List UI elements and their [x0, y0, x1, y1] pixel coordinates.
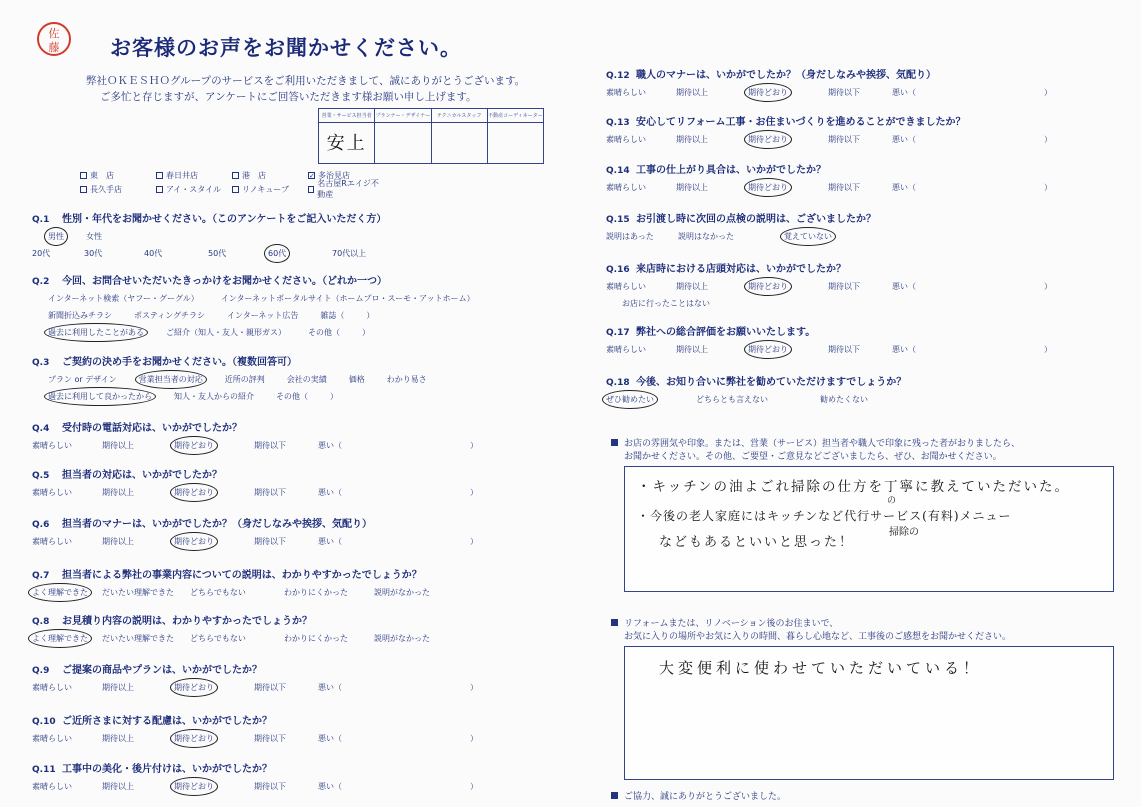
answer-option[interactable]: 期待以上: [102, 488, 134, 497]
answer-option[interactable]: 期待以上: [102, 683, 134, 692]
seal-stamp: 佐 藤: [37, 22, 71, 56]
intro-text: 弊社ＯＫＥＳＨＯグループのサービスをご利用いただきまして、誠にありがとうございます。 ご多忙と存じますが、アンケートにご回答いただきます様お願い申し上げます。: [86, 75, 526, 103]
answer-option[interactable]: 期待以下: [254, 537, 286, 546]
answer-option[interactable]: 20代: [32, 249, 51, 258]
answer-options-row: [32, 440, 552, 451]
answer-option[interactable]: 説明はなかった: [678, 232, 734, 241]
question-number: Q.12: [606, 71, 630, 81]
answer-option[interactable]: 悪い（: [318, 537, 342, 546]
question-block: [606, 210, 1126, 242]
answer-option[interactable]: 悪い（: [318, 734, 342, 743]
answer-options-row: [606, 344, 1126, 355]
answer-option[interactable]: 期待以下: [828, 345, 860, 354]
answer-option[interactable]: お店に行ったことはない: [622, 299, 710, 308]
answer-option[interactable]: 勧めたくない: [820, 395, 868, 404]
answer-option[interactable]: 期待どおり: [174, 683, 214, 692]
bullet-square-icon: [611, 792, 618, 799]
shop-option[interactable]: 春日井店: [156, 170, 232, 181]
question-number: Q.18: [606, 378, 630, 388]
bullet-square-icon: [611, 619, 618, 626]
answer-options-row: [32, 633, 552, 644]
answer-option[interactable]: 素晴らしい: [606, 183, 646, 192]
staff-header: 営業・サービス担当者: [319, 109, 375, 123]
answer-option[interactable]: わかりにくかった: [284, 634, 348, 643]
question-block: [32, 515, 552, 547]
answer-option[interactable]: 素晴らしい: [32, 488, 72, 497]
question-text: 担当者による弊社の事業内容についての説明は、わかりやすかったでしょうか？: [62, 566, 440, 581]
answer-option[interactable]: 過去に利用したことがある: [48, 328, 144, 337]
answer-option[interactable]: 女性: [86, 232, 102, 241]
handwritten-insert: 掃除の: [889, 527, 919, 538]
answer-option[interactable]: どちらとも言えない: [696, 395, 768, 404]
question-number: Q.10: [32, 717, 56, 727]
answer-option[interactable]: ）: [1044, 183, 1052, 192]
answer-option[interactable]: 素晴らしい: [32, 683, 72, 692]
answer-option[interactable]: 期待以下: [254, 488, 286, 497]
answer-option[interactable]: 期待以上: [102, 734, 134, 743]
answer-option[interactable]: 期待以上: [102, 782, 134, 791]
question-block: [606, 113, 1126, 145]
answer-option[interactable]: 期待どおり: [174, 734, 214, 743]
answer-option[interactable]: 期待以下: [254, 441, 286, 450]
question-number: Q.11: [32, 765, 56, 775]
answer-option[interactable]: ）: [470, 734, 478, 743]
answer-option[interactable]: 新聞折込みチラシ: [48, 311, 112, 320]
answer-option[interactable]: 期待以下: [828, 282, 860, 291]
answer-option[interactable]: わかりにくかった: [284, 588, 348, 597]
answer-option[interactable]: 悪い（: [318, 441, 342, 450]
answer-option[interactable]: ）: [366, 311, 375, 320]
question-block: [606, 323, 1126, 355]
question-text: 性別・年代をお聞かせください。（このアンケートをご記入いただく方）: [62, 210, 404, 225]
answer-option[interactable]: インターネット広告: [227, 311, 299, 320]
answer-option[interactable]: 期待以上: [676, 88, 708, 97]
answer-option[interactable]: 素晴らしい: [606, 135, 646, 144]
answer-option[interactable]: ご紹介（知人・友人・親形ガス）: [166, 328, 286, 337]
question-number: Q.3: [32, 358, 50, 368]
question-number: Q.13: [606, 118, 630, 128]
thanks-message: ご協力、誠にありがとうございました。: [611, 789, 786, 802]
checkbox-checked-icon[interactable]: ✓: [309, 171, 315, 180]
answer-option[interactable]: 40代: [144, 249, 163, 258]
comment-prompt-2: リフォームまたは、リノベーション後のお住まいで、 お気に入りの場所やお気に入りの時間、暮らし心地など、工事後のご感想をお聞かせください。: [611, 618, 1011, 644]
checkbox-icon[interactable]: [156, 186, 163, 193]
answer-options-row: [606, 182, 1126, 193]
question-block: [32, 210, 552, 259]
answer-option[interactable]: 期待どおり: [174, 537, 214, 546]
answer-options-row: [32, 293, 552, 304]
staff-cell-sales[interactable]: [319, 123, 375, 164]
handwritten-insert: の: [887, 496, 897, 506]
answer-option[interactable]: よく理解できた: [32, 634, 88, 643]
answer-option[interactable]: ）: [362, 328, 370, 337]
answer-options-row: [606, 134, 1126, 145]
question-block: [32, 419, 552, 451]
question-number: Q.6: [32, 520, 50, 530]
question-text: 今回、お問合せいただいたきっかけをお聞かせください。（どれか一つ）: [62, 272, 405, 287]
page-title: お客様のお声をお聞かせください。: [110, 36, 462, 60]
checkbox-icon[interactable]: [232, 172, 239, 179]
question-text: 今後、お知り合いに弊社を勧めていただけますでしょうか？: [636, 373, 924, 388]
answer-option[interactable]: 期待以上: [102, 537, 134, 546]
question-number: Q.5: [32, 471, 50, 481]
answer-option[interactable]: ）: [1044, 282, 1052, 291]
shop-option[interactable]: 東 店: [80, 170, 156, 181]
answer-option[interactable]: 期待どおり: [174, 441, 214, 450]
answer-option[interactable]: よく理解できた: [32, 588, 88, 597]
answer-option[interactable]: どちらでもない: [190, 634, 246, 643]
answer-option[interactable]: 期待以上: [676, 345, 708, 354]
answer-option[interactable]: 会社の実績: [286, 375, 327, 384]
checkbox-icon[interactable]: [80, 186, 87, 193]
question-block: [32, 612, 552, 644]
shop-option[interactable]: 港 店: [232, 170, 308, 181]
answer-option[interactable]: 素晴らしい: [606, 88, 646, 97]
staff-header: テクニカルスタッフ: [431, 109, 487, 123]
answer-option[interactable]: 期待どおり: [748, 135, 788, 144]
answer-option[interactable]: 悪い（: [892, 282, 916, 291]
answer-options-row: [32, 733, 552, 744]
question-text: 担当者の対応は、いかがでしたか？: [62, 466, 240, 481]
answer-options-row: [606, 87, 1126, 98]
answer-option[interactable]: 60代: [268, 249, 287, 258]
answer-options-row: [32, 327, 552, 338]
answer-option[interactable]: ）: [1044, 345, 1052, 354]
staff-header: 不動産コーディネーター: [487, 109, 543, 123]
question-text: 工事の仕上がり具合は、いかがでしたか？: [636, 161, 844, 176]
question-text: ご提案の商品やプランは、いかがでしたか？: [62, 661, 280, 676]
question-text: 担当者のマナーは、いかがでしたか？（身だしなみや挨拶、気配り）: [62, 515, 390, 530]
answer-option[interactable]: インターネットポータルサイト（ホームプロ・スーモ・アットホーム）: [220, 294, 475, 303]
answer-options-row: [32, 231, 552, 242]
answer-option[interactable]: 説明がなかった: [374, 588, 430, 597]
answer-option[interactable]: 説明がなかった: [374, 634, 430, 643]
question-number: Q.2: [32, 277, 50, 287]
question-number: Q.14: [606, 166, 630, 176]
answer-option[interactable]: 期待以下: [254, 782, 286, 791]
handwritten-comment-line: ・キッチンの油よごれ掃除の仕方を丁寧に教えていただいた。: [637, 479, 1071, 495]
answer-options-row: [32, 487, 552, 498]
answer-option[interactable]: 素晴らしい: [32, 734, 72, 743]
answer-option[interactable]: その他（: [276, 392, 308, 401]
answer-options-row: [32, 391, 552, 402]
answer-option[interactable]: 営業担当者の対応: [138, 375, 203, 384]
answer-option[interactable]: 覚えていない: [784, 232, 832, 241]
answer-option[interactable]: 素晴らしい: [606, 345, 646, 354]
answer-option[interactable]: 男性: [48, 232, 64, 241]
answer-option[interactable]: 期待どおり: [174, 782, 214, 791]
answer-option[interactable]: だいたい理解できた: [102, 588, 174, 597]
answer-option[interactable]: 期待どおり: [748, 183, 788, 192]
answer-options-row: [606, 231, 1126, 242]
answer-option[interactable]: 素晴らしい: [32, 537, 72, 546]
question-block: [606, 260, 1126, 309]
answer-option[interactable]: 期待以下: [828, 88, 860, 97]
handwritten-comment-line: ・今後の老人家庭にはキッチンなど代行サービス(有料)メニュー: [637, 509, 1012, 523]
answer-option[interactable]: インターネット検索（ヤフー・グーグル）: [48, 294, 199, 303]
shop-checkboxes: [80, 168, 384, 199]
answer-options-row: [32, 310, 552, 321]
answer-options-row: [32, 248, 552, 259]
answer-option[interactable]: 雑誌（: [320, 311, 345, 320]
question-block: [32, 760, 552, 792]
answer-option[interactable]: ）: [1044, 88, 1052, 97]
answer-options-row: [32, 587, 552, 598]
answer-option[interactable]: 悪い（: [892, 183, 916, 192]
answer-option[interactable]: 近所の評判: [224, 375, 265, 384]
question-block: [32, 566, 552, 598]
checkbox-icon[interactable]: [232, 186, 239, 193]
shop-option[interactable]: リノキューブ: [232, 184, 308, 195]
answer-option[interactable]: 悪い（: [318, 683, 342, 692]
answer-option[interactable]: 悪い（: [892, 345, 916, 354]
answer-option[interactable]: 悪い（: [892, 88, 916, 97]
question-number: Q.4: [32, 424, 50, 434]
question-block: [32, 272, 552, 338]
question-text: 来店時における店頭対応は、いかがでしたか？: [636, 260, 864, 275]
answer-option[interactable]: わかり易さ: [386, 375, 427, 384]
question-block: [32, 712, 552, 744]
shop-option[interactable]: アイ・スタイル: [156, 184, 232, 195]
answer-option[interactable]: ）: [330, 392, 338, 401]
checkbox-icon[interactable]: [308, 186, 314, 193]
checkbox-icon[interactable]: [156, 172, 163, 179]
staff-table: [318, 108, 544, 164]
question-text: ご契約の決め手をお聞かせください。（複数回答可）: [62, 353, 315, 368]
answer-option[interactable]: ）: [470, 683, 478, 692]
answer-option[interactable]: 期待以上: [102, 441, 134, 450]
question-block: [606, 66, 1126, 98]
question-text: 受付時の電話対応は、いかがでしたか？: [62, 419, 260, 434]
answer-option[interactable]: 期待以下: [828, 135, 860, 144]
answer-option[interactable]: 期待どおり: [174, 488, 214, 497]
answer-option[interactable]: ぜひ勧めたい: [606, 395, 654, 404]
question-number: Q.17: [606, 328, 630, 338]
question-block: [32, 466, 552, 498]
staff-cell-planner[interactable]: [375, 123, 431, 164]
answer-options-row: [32, 374, 552, 385]
answer-option[interactable]: 素晴らしい: [606, 282, 646, 291]
sales-staff-name: 安上: [326, 133, 367, 154]
answer-option[interactable]: ）: [470, 488, 478, 497]
comment-box-1[interactable]: [624, 466, 1114, 592]
answer-option[interactable]: プラン or デザイン: [48, 375, 117, 384]
answer-option[interactable]: ）: [470, 537, 478, 546]
answer-option[interactable]: 30代: [84, 249, 103, 258]
answer-option[interactable]: ポスティングチラシ: [134, 311, 206, 320]
answer-option[interactable]: だいたい理解できた: [102, 634, 174, 643]
answer-options-row: [606, 281, 1126, 292]
question-block: [32, 353, 552, 402]
answer-options-row: [32, 682, 552, 693]
question-number: Q.15: [606, 215, 630, 225]
answer-option[interactable]: 期待どおり: [748, 282, 788, 291]
staff-cell-technical[interactable]: [431, 123, 487, 164]
question-text: 工事中の美化・後片付けは、いかがでしたか？: [62, 760, 290, 775]
answer-option[interactable]: 悪い（: [318, 782, 342, 791]
answer-option[interactable]: 素晴らしい: [32, 782, 72, 791]
answer-option[interactable]: 素晴らしい: [32, 441, 72, 450]
shop-option[interactable]: 長久手店: [80, 184, 156, 195]
question-text: 安心してリフォーム工事・お住まいづくりを進めることができましたか？: [636, 113, 984, 128]
answer-option[interactable]: 悪い（: [892, 135, 916, 144]
question-number: Q.7: [32, 571, 50, 581]
answer-option[interactable]: ）: [470, 441, 478, 450]
answer-option[interactable]: 説明はあった: [606, 232, 654, 241]
answer-option[interactable]: 70代以上: [332, 249, 367, 258]
answer-option[interactable]: ）: [470, 782, 478, 791]
answer-options-row: [606, 298, 1126, 309]
checkbox-icon[interactable]: [80, 172, 87, 179]
answer-options-row: [32, 781, 552, 792]
answer-option[interactable]: 期待以下: [828, 183, 860, 192]
answer-option[interactable]: 期待以下: [254, 683, 286, 692]
question-block: [32, 661, 552, 693]
question-number: Q.9: [32, 666, 50, 676]
answer-option[interactable]: 50代: [208, 249, 227, 258]
answer-option[interactable]: 過去に利用して良かったから: [48, 392, 152, 401]
shop-option[interactable]: ✓ 多治見店: [309, 170, 350, 180]
answer-option[interactable]: その他（: [308, 328, 340, 337]
answer-option[interactable]: 期待どおり: [748, 88, 788, 97]
question-block: [606, 161, 1126, 193]
staff-cell-realestate[interactable]: [487, 123, 543, 164]
question-text: お見積り内容の説明は、わかりやすかったでしょうか？: [62, 612, 330, 627]
question-text: 職人のマナーは、いかがでしたか？（身だしなみや挨拶、気配り）: [636, 66, 954, 81]
answer-option[interactable]: ）: [1044, 135, 1052, 144]
bullet-square-icon: [611, 439, 618, 446]
handwritten-comment-line: 大変便利に使わせていただいている！: [659, 659, 983, 677]
answer-option[interactable]: 期待以上: [676, 282, 708, 291]
answer-option[interactable]: 悪い（: [318, 488, 342, 497]
shop-option[interactable]: 名古屋Rエイジ不動産: [308, 178, 384, 200]
answer-option[interactable]: 知人・友人からの紹介: [174, 392, 254, 401]
question-text: お引渡し時に次回の点検の説明は、ございましたか？: [636, 210, 894, 225]
answer-option[interactable]: 期待以下: [254, 734, 286, 743]
comment-box-2[interactable]: [624, 646, 1114, 780]
question-text: 弊社への総合評価をお願いいたします。: [636, 323, 833, 338]
answer-option[interactable]: 期待以上: [676, 135, 708, 144]
question-text: ご近所さまに対する配慮は、いかがでしたか？: [62, 712, 290, 727]
question-number: Q.16: [606, 265, 630, 275]
comment-prompt-1: お店の雰囲気や印象。または、営業（サービス）担当者や職人で印象に残った者がおりましたら、 お聞かせください。その他、ご要望・ご意見などございましたら、ぜひ、お聞かせください。: [611, 438, 1020, 464]
question-number: Q.1: [32, 215, 50, 225]
handwritten-comment-line: などもあるといいと思った！: [659, 535, 855, 550]
answer-options-row: [606, 394, 1126, 405]
answer-option[interactable]: 価格: [348, 375, 365, 384]
answer-option[interactable]: 期待どおり: [748, 345, 788, 354]
question-block: [606, 373, 1126, 405]
question-number: Q.8: [32, 617, 50, 627]
answer-options-row: [32, 536, 552, 547]
answer-option[interactable]: 期待以上: [676, 183, 708, 192]
answer-option[interactable]: どちらでもない: [190, 588, 246, 597]
staff-header: プランナー・デザイナー: [375, 109, 431, 123]
